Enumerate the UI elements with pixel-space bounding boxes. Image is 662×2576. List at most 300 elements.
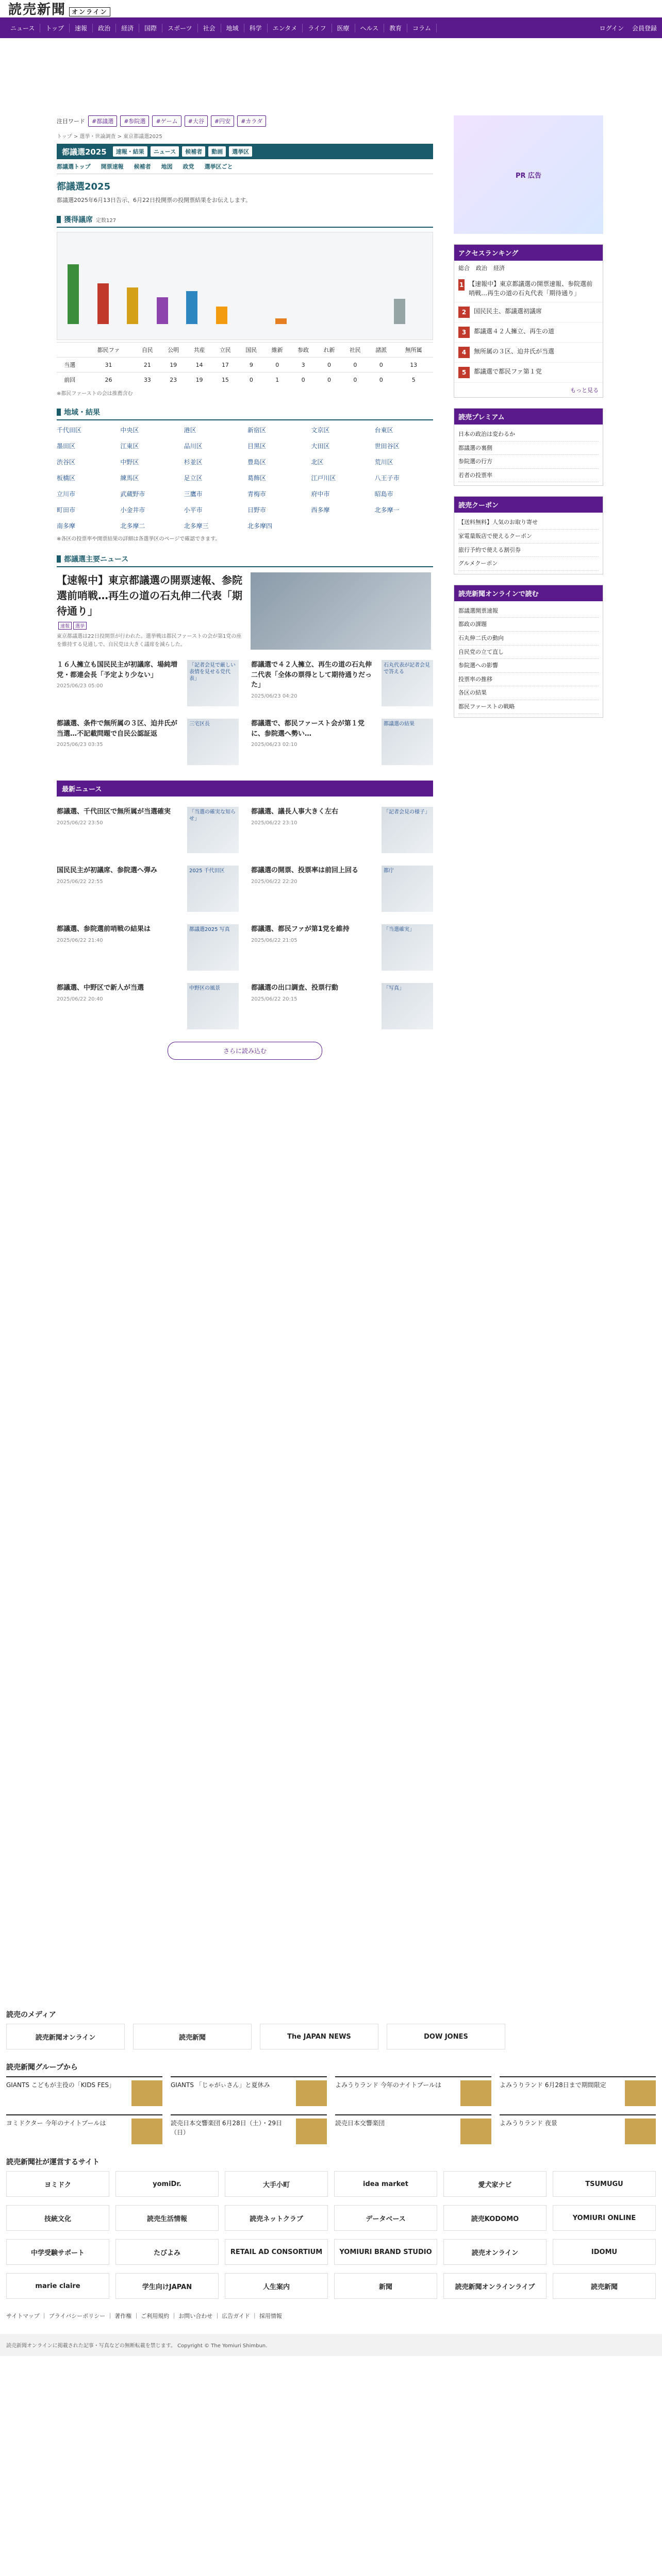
ranking-item[interactable] — [454, 363, 603, 383]
card-title[interactable]: 都議選で４２人擁立、再生の道の石丸伸二代表「全体の票得として期待通りだった」 2025/06/23 04:20 — [251, 660, 377, 706]
nav-item[interactable]: 政治 — [93, 24, 116, 32]
seat-cell: 23 — [160, 372, 186, 387]
ward-link[interactable]: 昭島市 — [374, 490, 393, 498]
coupon-box: 読売クーポン 【送料無料】人気のお取り寄せ 家電量販店で使えるクーポン 旅行予約で使える割引券 グルメクーポン — [454, 496, 603, 574]
group-card[interactable] — [171, 2076, 327, 2106]
seat-bar — [68, 264, 79, 324]
pickup-item[interactable]: 若者の投票率 — [458, 469, 599, 483]
ward-link[interactable]: 町田市 — [57, 506, 76, 514]
seat-row — [57, 358, 433, 372]
sub-tab[interactable]: 都議選トップ — [57, 163, 91, 170]
ward-list — [57, 426, 433, 530]
card-thumb[interactable]: 「当選確実」 — [382, 924, 433, 971]
group-title: 読売新聞グループから — [6, 2063, 78, 2072]
site-logo[interactable]: 読売オンライン — [443, 2239, 547, 2265]
ward-link[interactable]: 北区 — [311, 459, 324, 466]
nav-item[interactable]: 医療 — [332, 24, 355, 32]
seat-cell: 5 — [394, 372, 433, 387]
main-nav — [0, 18, 662, 38]
news-card[interactable] — [251, 924, 433, 971]
wards-heading: 地域・結果 — [57, 407, 433, 420]
site-logo[interactable]: 新聞 — [334, 2273, 437, 2299]
group-card[interactable] — [335, 2076, 491, 2106]
seat-cell: 参政 — [290, 343, 316, 358]
media-title: 読売のメディア — [6, 2011, 56, 2019]
nav-item[interactable]: ヘルス — [355, 24, 385, 32]
seat-cell: 0 — [368, 372, 394, 387]
site-logo[interactable]: 学生向けJAPAN — [115, 2273, 219, 2299]
media-logo[interactable]: 読売新聞オンライン — [6, 2024, 125, 2049]
news-card[interactable] — [251, 660, 433, 706]
ward-link[interactable]: 北多摩一 — [374, 506, 400, 514]
group-text[interactable]: よみうりランド 今年のナイトプールは — [335, 2081, 442, 2089]
coupon-item[interactable]: 【送料無料】人気のお取り寄せ — [458, 516, 599, 530]
ranking-item[interactable] — [454, 343, 603, 363]
site-logo[interactable]: idea market — [334, 2171, 437, 2197]
rank-title[interactable]: 都議選で都民ファ第１党 — [474, 368, 542, 375]
seat-cell: 9 — [238, 358, 264, 372]
site-logo[interactable]: YOMIURI ONLINE — [553, 2205, 656, 2231]
site-card[interactable] — [115, 2205, 219, 2231]
seat-bar — [394, 299, 405, 324]
site-logo[interactable]: 読売生活情報 — [115, 2205, 219, 2231]
seat-cell: れ新 — [316, 343, 342, 358]
article-tag[interactable]: 選挙 — [73, 622, 87, 630]
seat-cell: 14 — [186, 358, 212, 372]
special-item[interactable]: 自民党の立て直し — [458, 646, 599, 659]
special-item[interactable]: 石丸伸二氏の動向 — [458, 632, 599, 646]
ranking-more-link[interactable]: もっと見る — [570, 387, 599, 394]
card-meta: 2025/06/22 20:15 — [251, 996, 297, 1002]
site-logo[interactable]: 読売新聞 — [553, 2273, 656, 2299]
ward-link[interactable]: 北多摩四 — [247, 522, 273, 530]
footer-links[interactable]: サイトマップ ｜ プライバシーポリシー ｜ 著作権 ｜ ご利用規約 ｜ お問い合わせ ｜ 広告ガイド ｜ 採用情報 — [6, 2313, 282, 2319]
card-title[interactable]: 都議選、千代田区で無所属が当選確実 2025/06/22 23:50 — [57, 807, 183, 853]
group-card[interactable] — [500, 2114, 656, 2144]
special-item[interactable]: 投票率の推移 — [458, 673, 599, 687]
sub-tab[interactable]: 候補者 — [134, 163, 151, 170]
site-card[interactable] — [334, 2205, 437, 2231]
site-card[interactable] — [334, 2239, 437, 2265]
hero-article[interactable] — [57, 572, 433, 650]
seat-cell: 公明 — [160, 343, 186, 358]
news-heading: 都議選主要ニュース — [57, 554, 433, 567]
news-card[interactable] — [57, 719, 239, 765]
site-card[interactable] — [553, 2171, 656, 2197]
seat-bar — [275, 318, 287, 324]
site-card[interactable] — [115, 2171, 219, 2197]
seat-cell: 都民ファ — [82, 343, 134, 358]
site-card[interactable] — [6, 2273, 109, 2299]
seat-cell: 自民 — [135, 343, 160, 358]
ward-link[interactable]: 足立区 — [184, 474, 203, 482]
ward-link[interactable]: 品川区 — [184, 443, 203, 450]
card-title[interactable]: 都議選の出口調査、投票行動 2025/06/22 20:15 — [251, 983, 377, 1029]
tag-chip[interactable]: #大谷 — [185, 115, 208, 127]
row-label — [57, 343, 82, 358]
nav-item[interactable]: トップ — [40, 24, 70, 32]
special-item[interactable]: 都民ファーストの戦略 — [458, 700, 599, 714]
media-logo[interactable]: The JAPAN NEWS — [260, 2024, 378, 2049]
access-ranking: アクセスランキング 総合 政治 経済 1 【速報中】東京都議選の開票速報、参院選前哨戦…再生の道の石丸代表「期待通り」 2 国民民主、都議選初議席 3 都議選４２人擁立、再生の道 4 無所属の３区、迫井氏が当選 5 都議選で都民ファ第１党 もっと見る — [454, 244, 603, 398]
special-item[interactable]: 都政の課題 — [458, 618, 599, 632]
group-card[interactable] — [6, 2114, 162, 2144]
ward-link[interactable]: 渋谷区 — [57, 459, 76, 466]
ward-link[interactable]: 江東区 — [120, 443, 139, 450]
card-meta: 2025/06/22 23:50 — [57, 820, 103, 826]
ranking-item[interactable] — [454, 275, 603, 302]
seat-cell: 立民 — [212, 343, 238, 358]
coupon-item[interactable]: グルメクーポン — [458, 557, 599, 571]
ward-link[interactable]: 武蔵野市 — [120, 490, 145, 498]
special-item[interactable]: 各区の結果 — [458, 686, 599, 700]
ward-link[interactable]: 八王子市 — [374, 474, 400, 482]
seat-chart — [57, 232, 433, 340]
card-thumb[interactable]: 「記者会見の様子」 — [382, 807, 433, 853]
ward-link[interactable]: 文京区 — [311, 427, 330, 434]
ward-link[interactable]: 豊島区 — [247, 459, 267, 466]
card-title[interactable]: １６人擁立も国民民主が初議席、場純増党・都連会長「予定より少ない」 2025/06/23 05:00 — [57, 660, 183, 706]
media-logo[interactable]: 読売新聞 — [133, 2024, 252, 2049]
article-tag[interactable]: 速報 — [58, 622, 72, 630]
rank-title[interactable]: 無所属の３区、迫井氏が当選 — [474, 348, 555, 355]
ward-link[interactable]: 荒川区 — [374, 459, 393, 466]
card-title[interactable]: 都議選、都民ファが第1党を維持 2025/06/22 21:05 — [251, 924, 377, 971]
ward-link[interactable]: 小金井市 — [120, 506, 145, 514]
nav-item[interactable]: 教育 — [384, 24, 407, 32]
results-heading: 獲得議席 定数127 — [57, 214, 433, 228]
card-thumb[interactable]: 石丸代表が記者会見で答える — [382, 660, 433, 706]
group-card[interactable] — [500, 2076, 656, 2106]
coupon-item[interactable]: 旅行予約で使える割引券 — [458, 544, 599, 557]
hero-title[interactable]: 【速報中】東京都議選の開票速報、参院選前哨戦…再生の道の石丸伸二代表「期待通り」 — [57, 574, 242, 617]
card-thumb[interactable]: 三宅区長 — [187, 719, 239, 765]
tag-chip[interactable]: #参院選 — [120, 115, 149, 127]
seat-cell: 15 — [212, 372, 238, 387]
footer — [0, 2009, 662, 2356]
ranking-tab[interactable]: 経済 — [493, 265, 505, 272]
seat-cell: 維新 — [264, 343, 290, 358]
banner-tab[interactable]: 選挙区 — [229, 146, 252, 157]
seat-cell: 33 — [135, 372, 160, 387]
nav-right — [600, 24, 657, 32]
nav-item[interactable]: 科学 — [244, 24, 268, 32]
ward-link[interactable]: 世田谷区 — [374, 443, 400, 450]
latest-cards — [57, 807, 433, 1029]
site-logo[interactable]: たびよみ — [115, 2239, 219, 2265]
card-meta: 2025/06/22 22:20 — [251, 878, 297, 885]
group-text[interactable]: よみうりランド 夜景 — [500, 2120, 557, 2127]
ranking-tab[interactable]: 総合 — [458, 265, 470, 272]
nav-item[interactable]: 地域 — [221, 24, 244, 32]
ward-link[interactable]: 日野市 — [247, 506, 267, 514]
banner-tab[interactable]: 候補者 — [182, 146, 205, 157]
seat-cell: 13 — [394, 358, 433, 372]
pickup-item[interactable]: 都議選の裏側 — [458, 442, 599, 455]
news-card[interactable] — [57, 983, 239, 1029]
tag-chip[interactable]: #カラダ — [237, 115, 266, 127]
group-text[interactable]: 読売日本交響楽団 — [335, 2120, 385, 2127]
seat-cell: 31 — [82, 358, 134, 372]
group-image[interactable] — [296, 2119, 327, 2144]
news-card[interactable] — [57, 866, 239, 912]
ward-link[interactable]: 中央区 — [120, 427, 139, 434]
special-item[interactable]: 都議選開票速報 — [458, 604, 599, 618]
ward-link[interactable]: 三鷹市 — [184, 490, 203, 498]
sidebar — [454, 115, 603, 728]
news-card[interactable] — [57, 660, 239, 706]
seat-cell: 0 — [342, 372, 368, 387]
tag-row: 注目ワード #都議選 #参院選 #ゲーム #大谷 #円安 #カラダ — [57, 115, 433, 127]
site-logo[interactable]: 大手小町 — [225, 2171, 328, 2197]
news-card[interactable] — [251, 719, 433, 765]
site-card[interactable] — [225, 2171, 328, 2197]
card-title[interactable]: 都議選の開票、投票率は前回上回る 2025/06/22 22:20 — [251, 866, 377, 912]
rank-number: 2 — [458, 307, 470, 318]
ward-link[interactable]: 杉並区 — [184, 459, 203, 466]
seat-cell: 1 — [264, 372, 290, 387]
site-card[interactable] — [334, 2171, 437, 2197]
sub-tab[interactable]: 選挙区ごと — [204, 163, 233, 170]
card-thumb[interactable]: 「写真」 — [382, 983, 433, 1029]
site-card[interactable] — [334, 2273, 437, 2299]
site-card[interactable] — [225, 2239, 328, 2265]
seat-cell: 無所属 — [394, 343, 433, 358]
seat-row — [57, 372, 433, 387]
ward-link[interactable]: 南多摩 — [57, 522, 76, 530]
card-title[interactable]: 国民民主が初議席、参院選へ弾み 2025/06/22 22:55 — [57, 866, 183, 912]
card-thumb[interactable]: 都議選の結果 — [382, 719, 433, 765]
seat-cell: 0 — [238, 372, 264, 387]
sub-tab[interactable]: 開票速報 — [101, 163, 124, 170]
group-card[interactable] — [6, 2076, 162, 2106]
rank-number: 5 — [458, 367, 470, 378]
card-title[interactable]: 都議選、中野区で新人が当選 2025/06/22 20:40 — [57, 983, 183, 1029]
latest-heading: 最新ニュース — [57, 781, 433, 796]
special-box: 読売新聞オンラインで読む 都議選開票速報 都政の課題 石丸伸二氏の動向 自民党の立て直し 参院選への影響 投票率の推移 各区の結果 都民ファーストの戦略 — [454, 585, 603, 718]
card-meta: 2025/06/22 23:10 — [251, 820, 297, 826]
site-card[interactable] — [553, 2273, 656, 2299]
rank-title[interactable]: 都議選４２人擁立、再生の道 — [474, 328, 555, 335]
news-card[interactable] — [57, 924, 239, 971]
group-image[interactable] — [625, 2119, 656, 2144]
group-image[interactable] — [296, 2080, 327, 2106]
card-meta: 2025/06/23 03:35 — [57, 742, 103, 748]
group-text[interactable]: ヨミドクター 今年のナイトプールは — [6, 2120, 106, 2127]
site-logo[interactable]: IDOMU — [553, 2239, 656, 2265]
ranking-item[interactable] — [454, 302, 603, 323]
ward-link[interactable]: 葛飾区 — [247, 474, 267, 482]
tag-chip[interactable]: #都議選 — [88, 115, 117, 127]
card-meta: 2025/06/22 20:40 — [57, 996, 103, 1002]
site-logo[interactable]: 読売新聞 オンライン — [8, 0, 110, 18]
group-text[interactable]: GIANTS こどもが主役の「KIDS FES」 — [6, 2081, 115, 2089]
card-thumb[interactable]: 都議選2025 写真 — [187, 924, 239, 971]
ranking-tab[interactable]: 政治 — [476, 265, 487, 272]
card-thumb[interactable]: 「当選の確実な知らせ」 — [187, 807, 239, 853]
rank-number: 3 — [458, 327, 470, 338]
site-card[interactable] — [443, 2273, 547, 2299]
row-label: 当選 — [57, 358, 82, 372]
nav-item[interactable]: エンタメ — [268, 24, 303, 32]
sub-tab[interactable]: 政党 — [183, 163, 194, 170]
site-logo[interactable]: YOMIURI BRAND STUDIO — [334, 2239, 437, 2265]
site-logo[interactable]: yomiDr. — [115, 2171, 219, 2197]
card-thumb[interactable]: 中野区の風景 — [187, 983, 239, 1029]
tag-chip[interactable]: #円安 — [211, 115, 234, 127]
group-image[interactable] — [460, 2119, 491, 2144]
group-image[interactable] — [131, 2119, 162, 2144]
card-thumb[interactable]: 2025 千代田区 — [187, 866, 239, 912]
nav-item[interactable]: 社会 — [198, 24, 221, 32]
nav-item[interactable]: ライフ — [303, 24, 332, 32]
ward-link[interactable]: 港区 — [184, 427, 196, 434]
sidebar-ad[interactable]: PR 広告 — [454, 115, 603, 234]
site-card[interactable] — [115, 2239, 219, 2265]
group-image[interactable] — [131, 2080, 162, 2106]
rank-title[interactable]: 国民民主、都議選初議席 — [474, 308, 542, 315]
site-card[interactable] — [225, 2273, 328, 2299]
ward-link[interactable]: 中野区 — [120, 459, 139, 466]
nav-item[interactable]: 速報 — [70, 24, 93, 32]
card-title[interactable]: 都議選、条件で無所属の３区、迫井氏が当選…不記載問題で自民公認証返 2025/06/23 03:35 — [57, 719, 183, 765]
card-thumb[interactable]: 「記者会見で厳しい表情を見せる党代表」 — [187, 660, 239, 706]
card-meta: 2025/06/23 04:20 — [251, 693, 297, 699]
site-card[interactable] — [553, 2239, 656, 2265]
ward-link[interactable]: 板橋区 — [57, 474, 76, 482]
seat-cell: 0 — [264, 358, 290, 372]
ward-link[interactable]: 練馬区 — [120, 474, 139, 482]
card-meta: 2025/06/23 05:00 — [57, 683, 103, 689]
card-meta: 2025/06/22 21:40 — [57, 937, 103, 943]
seat-cell: 3 — [290, 358, 316, 372]
site-card[interactable] — [443, 2171, 547, 2197]
news-card[interactable] — [251, 983, 433, 1029]
banner-tab[interactable]: ニュース — [151, 146, 179, 157]
site-logo[interactable]: ヨミドク — [6, 2171, 109, 2197]
group-text[interactable]: よみうりランド 6月28日まで期間限定 — [500, 2081, 606, 2089]
nav-item[interactable]: コラム — [407, 24, 437, 32]
ward-link[interactable]: 北多摩二 — [120, 522, 145, 530]
seat-cell: 0 — [342, 358, 368, 372]
site-card[interactable] — [6, 2239, 109, 2265]
seat-cell: 0 — [368, 358, 394, 372]
group-image[interactable] — [460, 2080, 491, 2106]
banner-tab[interactable]: 動画 — [208, 146, 226, 157]
site-card[interactable] — [6, 2205, 109, 2231]
news-card[interactable] — [57, 807, 239, 853]
ward-link[interactable]: 江戸川区 — [311, 474, 336, 482]
ward-link[interactable]: 小平市 — [184, 506, 203, 514]
site-card[interactable] — [553, 2205, 656, 2231]
seat-cell: 21 — [135, 358, 160, 372]
card-thumb[interactable]: 都庁 — [382, 866, 433, 912]
card-meta: 2025/06/23 02:10 — [251, 742, 297, 748]
banner-tab[interactable]: 速報・結果 — [113, 146, 147, 157]
tag-chip[interactable]: #ゲーム — [152, 115, 181, 127]
site-card[interactable] — [443, 2239, 547, 2265]
card-title[interactable]: 都議選で、都民ファースト会が第１党に、参院選へ勢い… 2025/06/23 02:10 — [251, 719, 377, 765]
pickup-item[interactable]: 日本の政治は変わるか — [458, 428, 599, 442]
site-logo[interactable]: 読売ネットクラブ — [225, 2205, 328, 2231]
site-logo[interactable]: TSUMUGU — [553, 2171, 656, 2197]
coupon-item[interactable]: 家電量販店で使えるクーポン — [458, 530, 599, 544]
ward-link[interactable]: 西多摩 — [311, 506, 330, 514]
group-text[interactable]: GIANTS 「じゃがぃさん」と夏休み — [171, 2081, 270, 2089]
rank-title[interactable]: 【速報中】東京都議選の開票速報、参院選前哨戦…再生の道の石丸代表「期待通り」 — [469, 280, 593, 297]
hero-image[interactable] — [251, 572, 431, 650]
ward-link[interactable]: 府中市 — [311, 490, 330, 498]
site-logo[interactable]: RETAIL AD CONSORTIUM — [225, 2239, 328, 2265]
ranking-item[interactable] — [454, 323, 603, 343]
seat-bar — [97, 283, 109, 324]
ward-link[interactable]: 千代田区 — [57, 427, 82, 434]
election-subtabs — [57, 159, 433, 174]
site-logo[interactable]: 中学受験サポート — [6, 2239, 109, 2265]
site-logo[interactable]: 技統文化 — [6, 2205, 109, 2231]
ward-link[interactable]: 台東区 — [374, 427, 393, 434]
group-text[interactable]: 読売日本交響楽団 6月28日（土）・29日（日） — [171, 2120, 282, 2136]
card-title[interactable]: 都議選、参院選前哨戦の結果は 2025/06/22 21:40 — [57, 924, 183, 971]
ward-link[interactable]: 立川市 — [57, 490, 76, 498]
load-more-button[interactable]: さらに読み込む — [168, 1042, 322, 1060]
pickup-item[interactable]: 参院選の行方 — [458, 455, 599, 469]
ward-link[interactable]: 新宿区 — [247, 427, 267, 434]
group-card[interactable] — [335, 2114, 491, 2144]
nav-right-link[interactable]: ログイン — [599, 24, 624, 32]
rank-number: 1 — [458, 279, 465, 291]
news-card[interactable] — [251, 807, 433, 853]
site-logo[interactable]: 読売新聞オンラインライブ — [443, 2273, 547, 2299]
nav-item[interactable]: ニュース — [5, 24, 40, 32]
ward-link[interactable]: 北多摩三 — [184, 522, 209, 530]
nav-right-link[interactable]: 会員登録 — [632, 24, 657, 32]
site-card[interactable] — [225, 2205, 328, 2231]
site-logo[interactable]: 愛犬家ナビ — [443, 2171, 547, 2197]
seat-cell: 共産 — [186, 343, 212, 358]
ward-note: ※各区の投票率や開票結果の詳細は各選挙区のページで確認できます。 — [57, 536, 221, 542]
site-logo[interactable]: データベース — [334, 2205, 437, 2231]
media-logo[interactable]: DOW JONES — [387, 2024, 505, 2049]
ward-link[interactable]: 大田区 — [311, 443, 330, 450]
site-logo[interactable]: 読売KODOMO — [443, 2205, 547, 2231]
seat-cell: 社民 — [342, 343, 368, 358]
site-card[interactable] — [6, 2171, 109, 2197]
nav-item[interactable]: スポーツ — [162, 24, 198, 32]
site-logo[interactable]: marie claire — [6, 2273, 109, 2299]
sites-title: 読売新聞社が運営するサイト — [6, 2158, 100, 2166]
seat-bar — [186, 291, 197, 324]
site-card[interactable] — [115, 2273, 219, 2299]
ward-link[interactable]: 青梅市 — [247, 490, 267, 498]
news-card[interactable] — [251, 866, 433, 912]
seat-cell: 0 — [316, 358, 342, 372]
seat-cell: 0 — [316, 372, 342, 387]
sub-tab[interactable]: 地図 — [161, 163, 173, 170]
site-logo[interactable]: 人生案内 — [225, 2273, 328, 2299]
nav-item[interactable]: 経済 — [116, 24, 139, 32]
special-item[interactable]: 参院選への影響 — [458, 659, 599, 673]
ward-link[interactable]: 墨田区 — [57, 443, 76, 450]
nav-item[interactable]: 国際 — [139, 24, 162, 32]
election-banner: 都議選2025 速報・結果 ニュース 候補者 動画 選挙区 — [57, 144, 433, 159]
group-card[interactable] — [171, 2114, 327, 2144]
group-image[interactable] — [625, 2080, 656, 2106]
site-card[interactable] — [443, 2205, 547, 2231]
card-title[interactable]: 都議選、議長人事大きく左右 2025/06/22 23:10 — [251, 807, 377, 853]
ward-link[interactable]: 目黒区 — [247, 443, 267, 450]
card-meta: 2025/06/22 21:05 — [251, 937, 297, 943]
